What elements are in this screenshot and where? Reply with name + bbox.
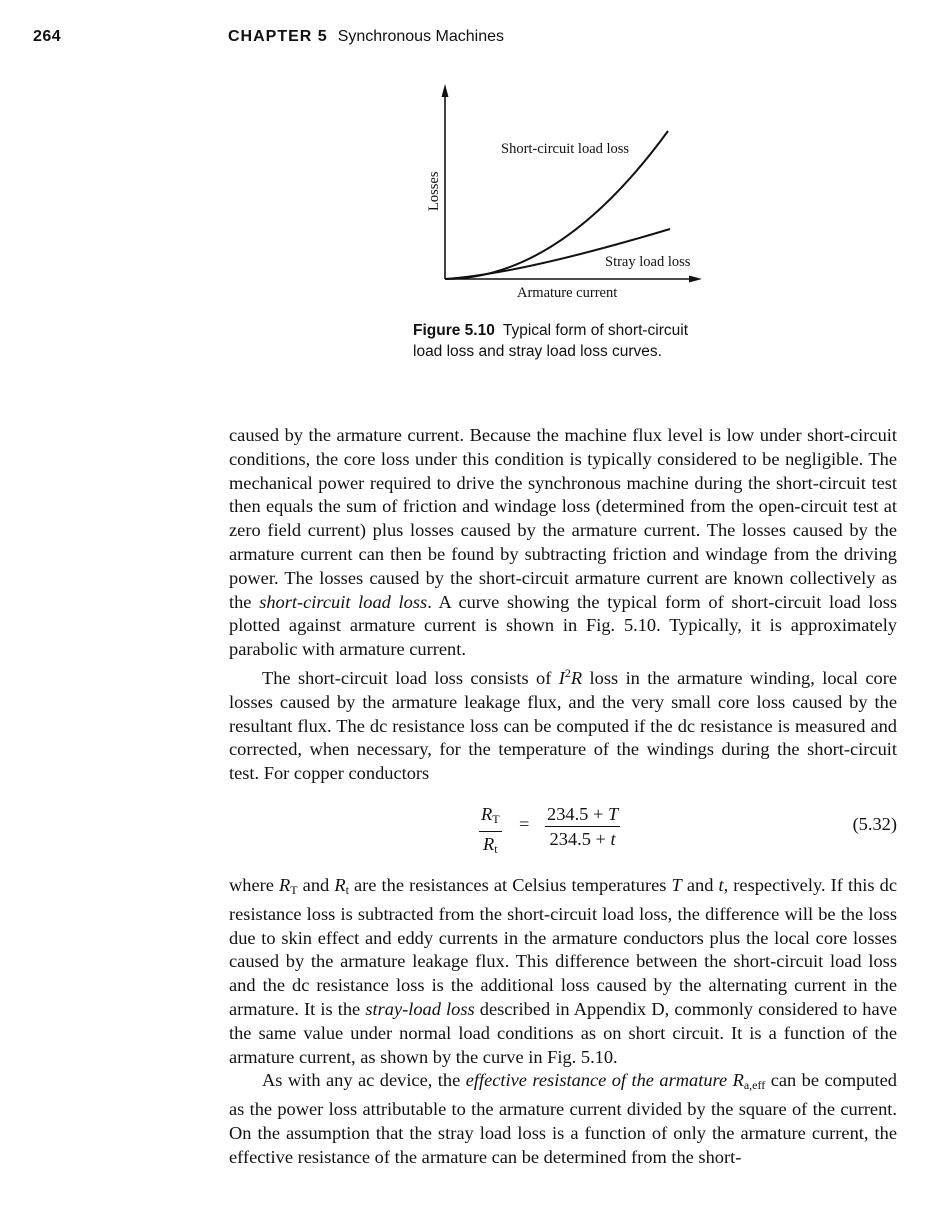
- symbol-t: t: [718, 875, 724, 895]
- lhs-den-symbol: R: [483, 834, 495, 854]
- symbol-RT-sub: T: [290, 883, 298, 897]
- short-circuit-curve-label: Short-circuit load loss: [501, 141, 630, 157]
- superscript-2: 2: [564, 665, 571, 680]
- paragraph-1-text: caused by the armature current. Because the machine flux level is low under short-circuit conditions, the core loss under this condition is typically considered to be negligible. The mechanical power required to drive the synchronous machine during the short-circuit test then equals the sum of friction and windage loss (determined from the open-circuit test at zero field current) plus losses caused by the armature current. The losses caused by the armature current can then be found by subtracting friction and windage from the driving power. The losses caused by the short-circuit armature current are known collectively as the: [229, 425, 897, 612]
- body-text-upper: [229, 424, 897, 786]
- symbol-R: R: [570, 667, 583, 688]
- y-axis-arrow-icon: [442, 84, 449, 97]
- symbol-I: I: [558, 667, 565, 688]
- rhs-num-const: 234.5 +: [547, 804, 608, 824]
- rhs-num-var: T: [607, 804, 619, 824]
- rhs-den-const: 234.5 +: [549, 829, 611, 849]
- lhs-num-symbol: R: [481, 804, 493, 824]
- symbol-Raeff-sub: a,eff: [743, 1078, 766, 1093]
- y-axis-label: Losses: [426, 171, 442, 211]
- figure-label: Figure 5.10: [413, 322, 495, 339]
- rhs-denominator: [545, 827, 620, 851]
- equation-5-32: [229, 802, 897, 862]
- equals-sign: =: [519, 814, 530, 834]
- paragraph-1-end: . A curve showing the typical form of short-circuit load loss plotted against armature current is shown in Fig. 5.10. Typically, it is approximately parabolic with armature current.: [229, 591, 898, 660]
- equation-number: (5.32): [852, 814, 897, 834]
- x-axis-label: Armature current: [517, 285, 618, 301]
- p3-text-f: described in Appendix D, commonly considered to have the same value under normal load conditions as on short circuit. It is a function of the armature current, as shown by the curve in Fig. 5.10.: [229, 998, 897, 1067]
- paragraph-3: [229, 874, 897, 1069]
- figure-5-10: [410, 80, 720, 310]
- rhs-den-var: t: [610, 829, 616, 849]
- term-stray-load-loss: stray-load loss: [365, 998, 475, 1019]
- lhs-num-subscript: T: [492, 812, 500, 826]
- symbol-Rt-sub: t: [345, 883, 349, 897]
- paragraph-1: [229, 424, 897, 662]
- paragraph-2-end: loss in the armature winding, local core losses caused by the armature leakage flux, and the very small core loss caused by the resultant flux. The dc resistance loss can be computed if the dc resistance is measured and corrected, when necessary, for the temperature of the windings during the short-circuit test. For copper conductors: [229, 667, 898, 784]
- p4-text-a: As with any ac device, the: [262, 1070, 466, 1091]
- equation-lhs: [479, 802, 502, 861]
- symbol-Rt: R: [334, 875, 346, 895]
- paragraph-2: [229, 662, 897, 786]
- symbol-T: T: [671, 875, 682, 895]
- symbol-RT: R: [279, 875, 291, 895]
- chapter-label: CHAPTER 5: [228, 28, 328, 45]
- running-head: [0, 26, 936, 50]
- term-effective-resistance: effective resistance of the armature R: [465, 1070, 744, 1091]
- loss-curves-chart: [410, 80, 720, 310]
- p3-text-e: , respectively. If this dc resistance loss is subtracted from the short-circuit load loss, the difference will be the loss due to skin effect and eddy currents in the armature conductors plus the local core losses caused by the armature leakage flux. This difference between the short-circuit load loss and the dc resistance loss is the additional loss caused by the alternating current in the armature. It is the: [229, 875, 897, 1019]
- p3-text-b: and: [297, 875, 335, 895]
- p3-text-c: are the resistances at Celsius temperatures: [348, 875, 672, 895]
- p3-text-a: where: [229, 875, 280, 895]
- lhs-den-subscript: t: [494, 842, 498, 856]
- figure-caption: [413, 320, 713, 362]
- term-short-circuit-load-loss: short-circuit load loss: [259, 591, 428, 612]
- lhs-numerator: [479, 802, 502, 832]
- chapter-title: Synchronous Machines: [337, 28, 504, 45]
- paragraph-2-text: The short-circuit load loss consists of: [262, 667, 559, 688]
- p3-text-d: and: [681, 875, 719, 895]
- page-number: 264: [33, 28, 62, 45]
- lhs-denominator: [479, 832, 502, 861]
- equation-rhs: [545, 802, 620, 851]
- stray-curve-label: Stray load loss: [605, 254, 691, 270]
- figure-caption-text: Typical form of short-circuit load loss and stray load loss curves.: [413, 322, 689, 360]
- paragraph-4: [229, 1069, 897, 1169]
- x-axis-arrow-icon: [689, 276, 702, 283]
- chapter-heading: [228, 28, 504, 46]
- body-text-lower: [229, 874, 897, 1170]
- p4-text-b: can be computed as the power loss attributable to the armature current divided by the square of the current. On the assumption that the stray load loss is a function of only the armature current, the effective resistance of the armature can be determined from the short-: [229, 1070, 898, 1167]
- rhs-numerator: [545, 802, 620, 827]
